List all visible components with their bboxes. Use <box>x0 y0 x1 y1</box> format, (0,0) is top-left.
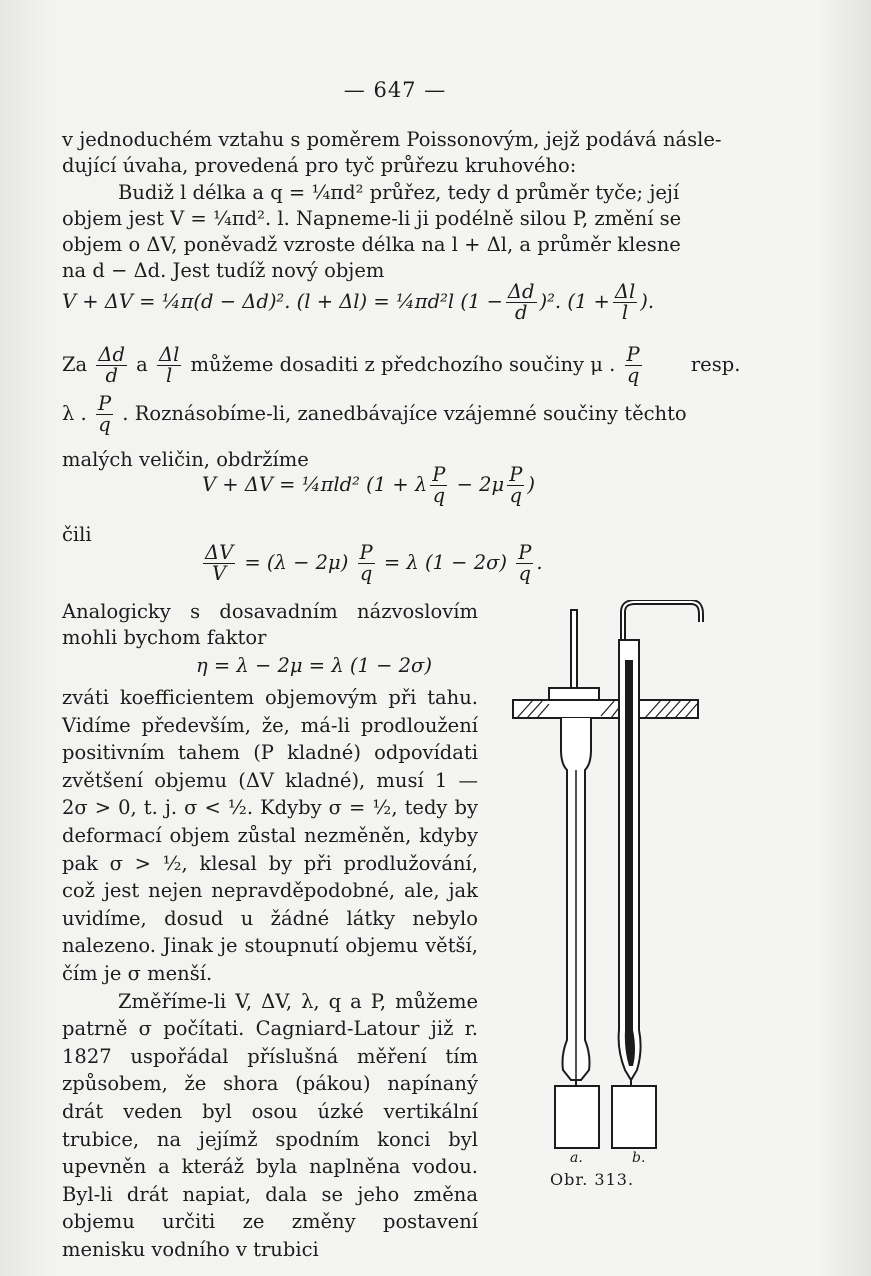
figure-apparatus <box>505 600 720 1100</box>
eq1-open2: (1 + <box>567 290 610 313</box>
intro-line-1: v jednoduchém vztahu s poměrem Poissonovým, jejž podává násle- <box>62 128 722 151</box>
figure-label-a: a. <box>570 1150 583 1166</box>
eq1-frac-dl: $\frac{\Delta l}{l}$ <box>614 280 636 324</box>
eq3-frac-pq2: $\frac{P}{q}$ <box>518 541 532 585</box>
intro-line-6: na d − Δd. Jest tudíž nový objem <box>62 259 385 282</box>
weight-a <box>554 1085 600 1149</box>
paragraph-measurement: Změříme-li V, ΔV, λ, q a P, můžeme patrně σ počítati. Cagniard-Latour již r. 1827 uspořádal příslušná měření tím způsobem, že shora (pákou) napínaný drát veden byl osou úzké vertikální trubice, na jejímž spodním konci byl upevněn a kteráž byla naplněna vodou. Byl-li drát napiat, dala se jeho změna objemu určiti ze změny postavení menisku vodního v trubici <box>62 989 478 1261</box>
tube-b-top <box>623 602 701 640</box>
analog-line-1: Analogicky s dosavadním názvoslovím <box>62 600 478 623</box>
eq2-frac-2: $\frac{P}{q}$ <box>509 463 523 507</box>
weight-b <box>611 1085 657 1149</box>
eq2-frac-1: $\frac{P}{q}$ <box>432 463 446 507</box>
intro-line-5: objem o ΔV, poněvadž vzroste délka na l + Δl, a průměr klesne <box>62 233 681 256</box>
equation-volume <box>62 282 654 323</box>
eq3-frac-pq1: $\frac{P}{q}$ <box>359 541 373 585</box>
rod-a <box>571 610 577 692</box>
cili-word: čili <box>62 523 92 546</box>
small-quantities-line: malých veličin, obdržíme <box>62 448 309 471</box>
za-frac-dd: $\frac{\Delta d}{d}$ <box>98 343 125 387</box>
paragraph-coefficient: zváti koefficientem objemovým při tahu. Vidíme především, že, má-li prodloužení positivním tahem (P kladné) odpovídati zvětšení objemu (ΔV kladné), musí 1 — 2σ > 0, t. j. σ < ½. Kdyby σ = ½, tedy by deformací objem zůstal nezměněn, kdyby pak σ > ½, klesal by při prodlužování, což jest nejen nepravděpodobné, ale, jak uvidíme, dosud u žádné látky nebylo nalezeno. Jinak je stoupnutí objemu větší, čím je σ menší. <box>62 686 478 985</box>
page-number: — 647 — <box>343 78 447 102</box>
lambda-line: λ . $\frac{P}{q}$ . Roznásobíme-li, zanedbávajíce vzájemné součiny těchto <box>62 392 687 436</box>
za-line: Za $\frac{\Delta d}{d}$ a $\frac{\Delta l}{l}$ můžeme dosaditi z předchozího součiny μ . $\frac{P}{q}$ resp. <box>62 343 741 387</box>
eq1-lhs: V + ΔV = ¼π(d − Δd)². (l + Δl) = ¼πd²l <box>62 290 455 313</box>
za-frac-pq: $\frac{P}{q}$ <box>626 343 640 387</box>
lambda-frac-pq: $\frac{P}{q}$ <box>97 392 112 436</box>
equation-eta: η = λ − 2μ = λ (1 − 2σ) <box>196 654 432 677</box>
left-column <box>62 684 478 1263</box>
equation-relative-volume: $\frac{\Delta V}{V}$ = (λ − 2μ) $\frac{P}{q}$ = λ (1 − 2σ) $\frac{P}{q}$ . <box>205 541 543 585</box>
eq1-mid: (1 − <box>460 290 503 313</box>
apparatus-drawing <box>505 600 720 1100</box>
intro-line-2: dující úvaha, provedená pro tyč průřezu kruhového: <box>62 154 577 177</box>
equation-expanded: V + ΔV = ¼πld² (1 + λ $\frac{P}{q}$ − 2μ $\frac{P}{q}$ ) <box>202 463 535 507</box>
eq1-close: ). <box>640 290 655 313</box>
intro-line-4: objem jest V = ¼πd². l. Napneme-li ji podélně silou P, změní se <box>62 207 682 230</box>
figure-caption: Obr. 313. <box>550 1170 635 1189</box>
eq1-pow: )². <box>539 290 562 313</box>
za-frac-dl: $\frac{\Delta l}{l}$ <box>159 343 180 387</box>
analog-line-2: mohli bychom faktor <box>62 626 267 649</box>
plug-a <box>549 688 599 700</box>
intro-line-3: Budiž l délka a q = ¼πd² průřez, tedy d průměr tyče; její <box>118 181 680 204</box>
eq3-frac-dvv: $\frac{\Delta V}{V}$ <box>205 541 234 585</box>
figure-label-b: b. <box>632 1150 646 1166</box>
eq1-frac-dd: $\frac{\Delta d}{d}$ <box>507 280 535 324</box>
